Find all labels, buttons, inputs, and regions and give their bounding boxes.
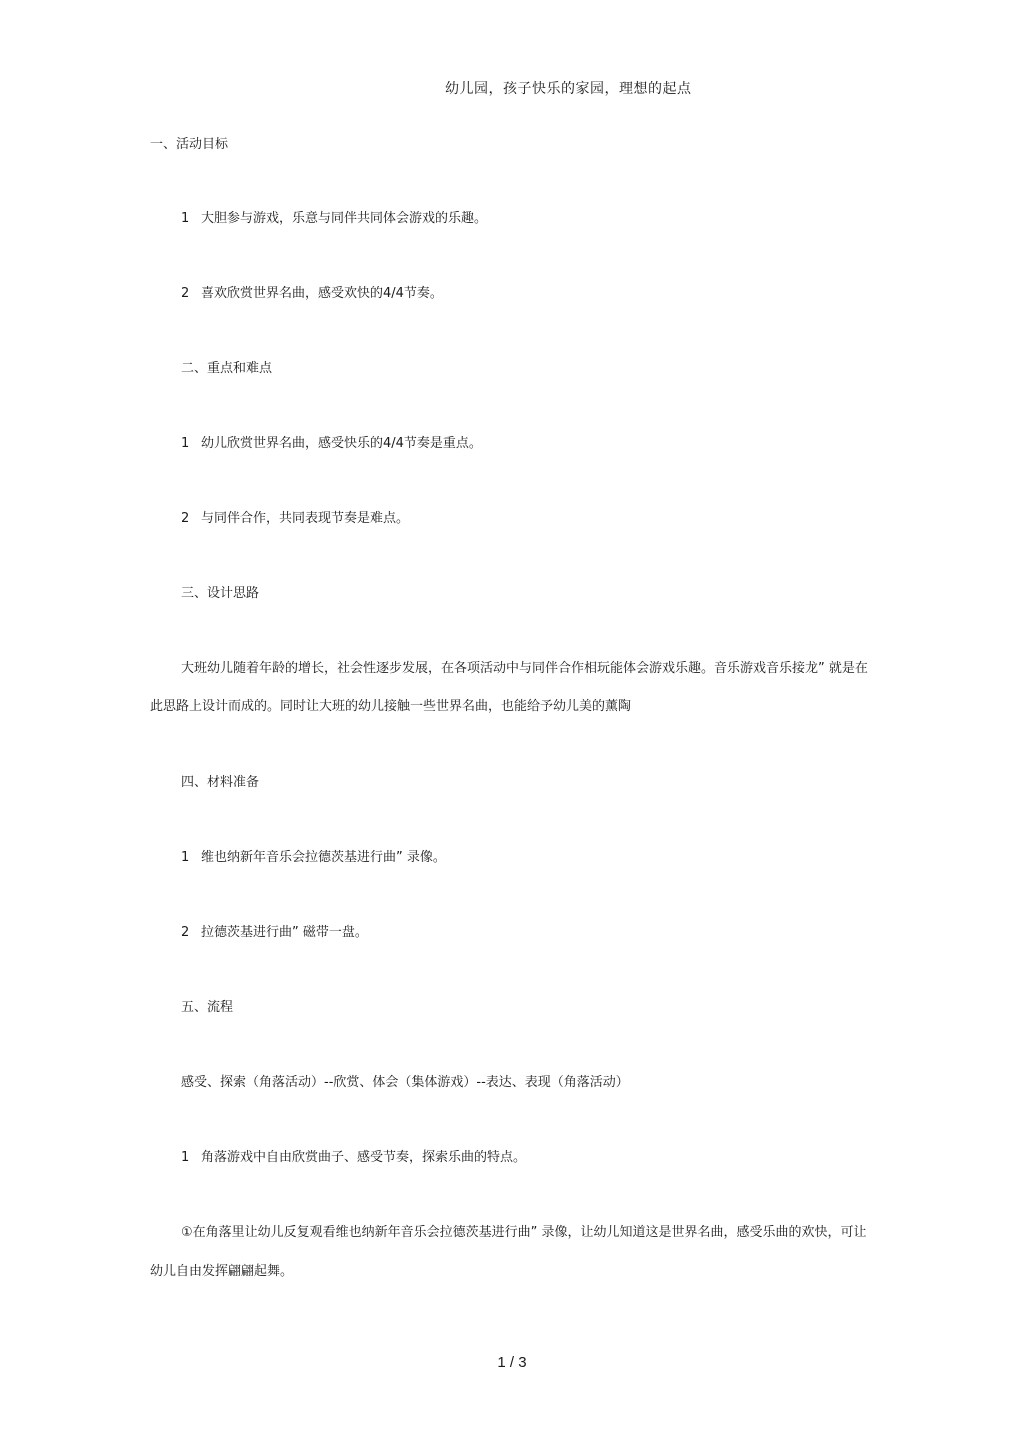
list-item-text: 维也纳新年音乐会拉德茨基进行曲” 录像。	[201, 850, 446, 865]
list-item	[181, 435, 482, 453]
list-item-number: 2	[181, 925, 190, 940]
list-item-number: 1	[181, 850, 190, 865]
section-heading-goals: 一、活动目标	[150, 137, 229, 152]
paragraph-line: 此思路上设计而成的。同时让大班的幼儿接触一些世界名曲，也能给予幼儿美的薰陶	[150, 699, 632, 714]
list-item	[181, 849, 446, 867]
list-item-number: 1	[181, 1150, 190, 1165]
list-item-number: 2	[181, 511, 190, 526]
list-item-number: 1	[181, 436, 190, 451]
paragraph-line: 幼儿自由发挥翩翩起舞。	[150, 1264, 294, 1279]
list-item-number: 2	[181, 286, 190, 301]
list-item-text: 拉德茨基进行曲” 磁带一盘。	[201, 925, 368, 940]
flow-summary: 感受、探索（角落活动）--欣赏、体会（集体游戏）--表达、表现（角落活动）	[181, 1075, 629, 1090]
list-item	[181, 924, 368, 942]
paragraph-line: 大班幼儿随着年龄的增长，社会性逐步发展，在各项活动中与同伴合作相玩能体会游戏乐趣。音乐游戏音乐接龙” 就是在	[181, 661, 868, 676]
list-item-number: 1	[181, 211, 190, 226]
list-item	[181, 510, 409, 528]
list-item	[181, 285, 443, 303]
list-item	[181, 1149, 526, 1167]
list-item-text: 大胆参与游戏，乐意与同伴共同体会游戏的乐趣。	[201, 211, 488, 226]
list-item-text: 角落游戏中自由欣赏曲子、感受节奏，探索乐曲的特点。	[201, 1150, 527, 1165]
list-item	[181, 210, 487, 228]
section-heading-materials: 四、材料准备	[181, 775, 260, 790]
page-number: 1 / 3	[497, 1354, 527, 1371]
page-header: 幼儿园，孩子快乐的家园，理想的起点	[445, 81, 692, 97]
list-item-text: 喜欢欣赏世界名曲，感受欢快的4/4节奏。	[201, 286, 443, 301]
section-heading-key-points: 二、重点和难点	[181, 361, 273, 376]
section-heading-design: 三、设计思路	[181, 586, 260, 601]
paragraph-line: ①在角落里让幼儿反复观看维也纳新年音乐会拉德茨基进行曲” 录像，让幼儿知道这是世界名曲，感受乐曲的欢快，可让	[181, 1225, 867, 1240]
list-item-text: 幼儿欣赏世界名曲，感受快乐的4/4节奏是重点。	[201, 436, 482, 451]
list-item-text: 与同伴合作，共同表现节奏是难点。	[201, 511, 410, 526]
section-heading-process: 五、流程	[181, 1000, 234, 1015]
